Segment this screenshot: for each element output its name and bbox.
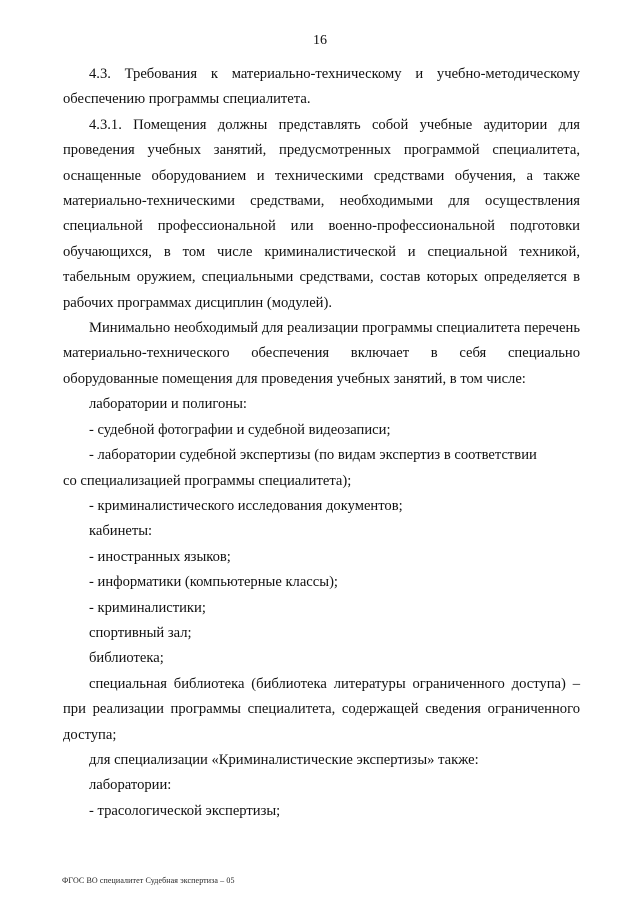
list-item-lab-expertise: - лаборатории судебной экспертизы (по видам экспертиз в соответствии: [89, 447, 537, 464]
list-item-lab-documents: - криминалистического исследования документов;: [89, 497, 403, 514]
list-item-cab-informatics: - информатики (компьютерные классы);: [89, 574, 338, 591]
paragraph-minimum-list: Минимально необходимый для реализации программы специалитета перечень материально-технического обеспечения включает в себя специально оборудованные помещения для проведения учебных занятий, в том числе:: [63, 320, 580, 387]
list-item-lab-photo: - судебной фотографии и судебной видеозаписи;: [89, 421, 391, 438]
page-footer: ФГОС ВО специалитет Судебная экспертиза – 05: [62, 876, 235, 885]
list-item-lab-expertise-continued: со специализацией программы специалитета);: [63, 472, 352, 489]
list-item-library: библиотека;: [89, 650, 164, 667]
list-item-gym: спортивный зал;: [89, 624, 192, 641]
section-heading-4-3: 4.3. Требования к материально-техническому и учебно-методическому обеспечению программы специалитета.: [63, 66, 580, 108]
specialization-heading: для специализации «Криминалистические экспертизы» также:: [89, 751, 479, 768]
list-item-cab-languages: - иностранных языков;: [89, 548, 231, 565]
list-item-cab-criminalistics: - криминалистики;: [89, 599, 206, 616]
page-number: 16: [313, 33, 327, 48]
labs-heading: лаборатории и полигоны:: [89, 396, 247, 413]
list-item-traceology: - трасологической экспертизы;: [89, 802, 281, 819]
paragraph-4-3-1: 4.3.1. Помещения должны представлять собой учебные аудитории для проведения учебных занятий, предусмотренных программой специалитета, оснащенные оборудованием и техническими средствами обучения, а также материально-техническими средствами, необходимыми для осуществления специальной профессиональной или военно-профессиональной подготовки обучающихся, в том числе криминалистической и специальной техникой, табельным оружием, специальными средствами, состав которых определяется в рабочих программах дисциплин (модулей).: [63, 116, 580, 311]
document-body: [63, 62, 580, 824]
cabinets-heading: кабинеты:: [89, 523, 153, 540]
list-item-special-library: специальная библиотека (библиотека литературы ограниченного доступа) – при реализации программы специалитета, содержащей сведения ограниченного доступа;: [63, 675, 580, 743]
specialization-labs-heading: лаборатории:: [89, 777, 172, 794]
